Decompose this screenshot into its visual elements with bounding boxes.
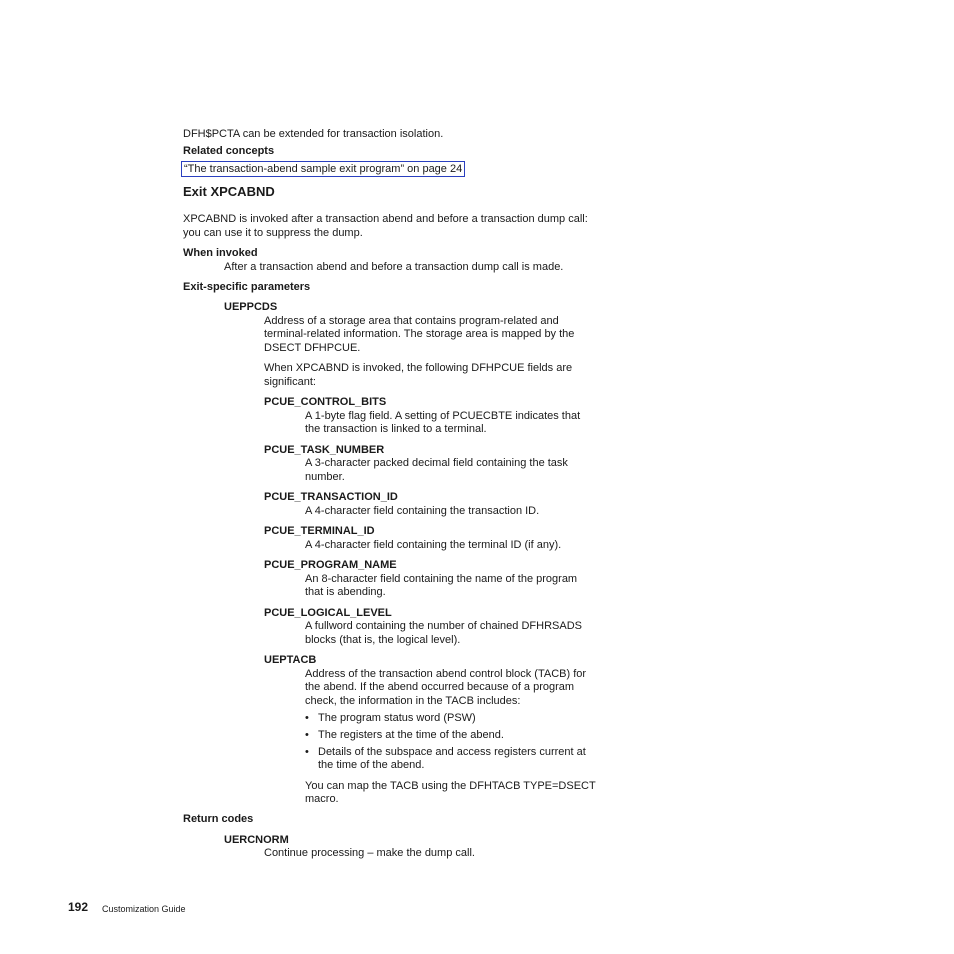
section-desc-line-1: XPCABND is invoked after a transaction abend and before a transaction dump call: <box>183 213 588 225</box>
field-desc-line: the transaction is linked to a terminal. <box>305 423 487 435</box>
bullet-icon: • <box>305 746 309 758</box>
return-code-desc: Continue processing – make the dump call. <box>264 847 475 859</box>
ueppcds-desc-line-1: Address of a storage area that contains program-related and <box>264 315 559 327</box>
field-term: PCUE_LOGICAL_LEVEL <box>264 607 392 619</box>
field-desc-line: A 1-byte flag field. A setting of PCUECBTE indicates that <box>305 410 581 422</box>
field-term: PCUE_PROGRAM_NAME <box>264 559 397 571</box>
params-heading: Exit-specific parameters <box>183 281 311 293</box>
field-term: PCUE_CONTROL_BITS <box>264 396 387 408</box>
book-title: Customization Guide <box>102 904 186 914</box>
page-number: 192 <box>68 900 89 914</box>
field-desc-line: number. <box>305 471 345 483</box>
field-desc-line: check, the information in the TACB includes: <box>305 695 521 707</box>
list-item: The program status word (PSW) <box>318 712 476 724</box>
when-invoked-heading: When invoked <box>183 247 258 259</box>
field-desc-line: A 4-character field containing the terminal ID (if any). <box>305 539 562 551</box>
field-desc-line: Address of the transaction abend control block (TACB) for <box>305 668 587 680</box>
tacb-note-line-2: macro. <box>305 793 339 805</box>
return-code-term: UERCNORM <box>224 834 289 846</box>
field-desc-line: An 8-character field containing the name of the program <box>305 573 578 585</box>
bullet-icon: • <box>305 729 309 741</box>
ueppcds-note-line-2: significant: <box>264 376 316 388</box>
ueppcds-desc-line-2: terminal-related information. The storage area is mapped by the <box>264 328 575 340</box>
field-term: PCUE_TASK_NUMBER <box>264 444 385 456</box>
field-term: UEPTACB <box>264 654 317 666</box>
when-invoked-text: After a transaction abend and before a transaction dump call is made. <box>224 261 564 273</box>
field-term: PCUE_TERMINAL_ID <box>264 525 375 537</box>
section-title: Exit XPCABND <box>183 184 275 199</box>
related-concepts-heading: Related concepts <box>183 145 275 157</box>
list-item: the time of the abend. <box>318 759 425 771</box>
tacb-note-line-1: You can map the TACB using the DFHTACB TYPE=DSECT <box>305 780 596 792</box>
list-item: Details of the subspace and access registers current at <box>318 746 586 758</box>
section-desc-line-2: you can use it to suppress the dump. <box>183 227 363 239</box>
return-codes-heading: Return codes <box>183 813 254 825</box>
bullet-icon: • <box>305 712 309 724</box>
intro-text: DFH$PCTA can be extended for transaction isolation. <box>183 128 444 140</box>
field-desc-line: blocks (that is, the logical level). <box>305 634 461 646</box>
field-desc-line: A fullword containing the number of chained DFHRSADS <box>305 620 582 632</box>
related-concepts-link[interactable]: “The transaction-abend sample exit program” on page 24 <box>181 161 465 177</box>
list-item: The registers at the time of the abend. <box>318 729 504 741</box>
ueppcds-term: UEPPCDS <box>224 301 278 313</box>
field-desc-line: A 3-character packed decimal field containing the task <box>305 457 568 469</box>
field-desc-line: the abend. If the abend occurred because of a program <box>305 681 575 693</box>
field-desc-line: that is abending. <box>305 586 386 598</box>
ueppcds-desc-line-3: DSECT DFHPCUE. <box>264 342 361 354</box>
field-term: PCUE_TRANSACTION_ID <box>264 491 398 503</box>
field-desc-line: A 4-character field containing the transaction ID. <box>305 505 540 517</box>
ueppcds-note-line-1: When XPCABND is invoked, the following DFHPCUE fields are <box>264 362 573 374</box>
